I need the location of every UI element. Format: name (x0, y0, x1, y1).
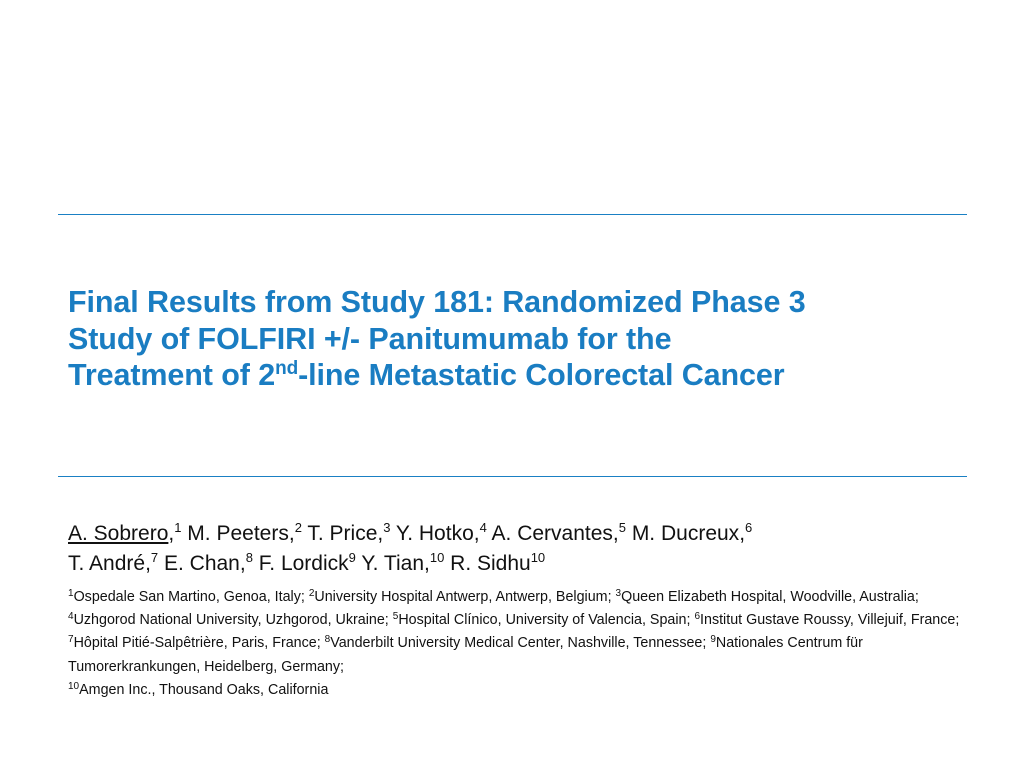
author-separator: , (612, 522, 619, 545)
affiliation-text: Nationales Centrum für Tumorerkrankungen, Heidelberg, Germany; (68, 635, 863, 675)
title-line-1: Final Results from Study 181: Randomized Phase 3 (68, 285, 806, 319)
affiliation-text: Hospital Clínico, University of Valencia, Spain; (398, 612, 695, 629)
author-affiliation-marker: 10 (530, 550, 546, 565)
author-name: Y. Tian (355, 552, 424, 575)
affiliation-marker: 3 (615, 588, 622, 599)
author-affiliation-marker: 2 (294, 520, 302, 535)
author-separator: , (473, 522, 480, 545)
author-name: T. André (68, 552, 146, 575)
author-list (68, 519, 968, 579)
author-name: A. Cervantes (486, 522, 613, 545)
affiliation-text: Ospedale San Martino, Genoa, Italy; (73, 589, 309, 605)
affiliation-text: Vanderbilt University Medical Center, Nashville, Tennessee; (330, 635, 711, 652)
affiliation-text: Amgen Inc., Thousand Oaks, California (79, 681, 329, 698)
author-affiliation-marker: 4 (479, 520, 487, 535)
author-affiliation-marker: 9 (348, 550, 356, 565)
affiliation-marker: 4 (68, 611, 74, 623)
author-name: E. Chan (158, 552, 240, 575)
affiliation-marker: 1 (68, 588, 74, 599)
author-name: M. Ducreux (625, 522, 740, 545)
affiliation-marker: 2 (308, 588, 315, 599)
title-ordinal-superscript: nd (275, 358, 299, 379)
affiliation-text: University Hospital Antwerp, Antwerp, Belgium; (314, 589, 616, 605)
affiliation-text: Hôpital Pitié-Salpêtrière, Paris, France; (73, 635, 325, 652)
author-separator: , (377, 522, 384, 545)
author-affiliation-marker: 8 (245, 550, 253, 565)
author-name: M. Peeters (181, 522, 289, 545)
author-name: R. Sidhu (444, 552, 531, 575)
affiliation-marker: 10 (68, 680, 80, 692)
author-separator: , (168, 522, 175, 545)
affiliation-marker: 5 (392, 611, 399, 623)
affiliation-text: Uzhgorod National University, Uzhgorod, Ukraine; (73, 612, 393, 629)
affiliation-marker: 9 (710, 634, 716, 646)
author-name: T. Price (301, 522, 378, 545)
author-name: F. Lordick (252, 552, 349, 575)
affiliation-list (68, 586, 968, 702)
title-line-3-end: -line Metastatic Colorectal Cancer (298, 358, 785, 392)
title-line-2: Study of FOLFIRI +/- Panitumumab for the (68, 321, 672, 356)
author-affiliation-marker: 5 (618, 520, 626, 535)
author-name: A. Sobrero (68, 522, 169, 545)
author-affiliation-marker: 3 (383, 520, 391, 535)
affiliation-marker: 6 (694, 611, 701, 623)
author-affiliation-marker: 1 (174, 520, 182, 535)
author-separator: , (145, 552, 151, 575)
author-separator: , (739, 522, 746, 545)
bottom-divider-line (58, 476, 967, 477)
author-separator: , (288, 522, 295, 545)
title-line-3-start: Treatment of 2 (68, 358, 276, 392)
slide-title (68, 284, 988, 394)
author-affiliation-marker: 6 (745, 520, 753, 535)
affiliation-marker: 7 (68, 634, 74, 646)
author-separator: , (424, 552, 430, 575)
author-affiliation-marker: 7 (150, 550, 159, 565)
author-separator: , (239, 552, 246, 575)
affiliation-text: Institut Gustave Roussy, Villejuif, France; (700, 612, 960, 629)
affiliation-marker: 8 (324, 634, 331, 646)
author-affiliation-marker: 10 (429, 550, 445, 565)
author-name: Y. Hotko (390, 522, 474, 545)
affiliation-text: Queen Elizabeth Hospital, Woodville, Australia; (621, 589, 919, 605)
top-divider-line (58, 214, 967, 215)
